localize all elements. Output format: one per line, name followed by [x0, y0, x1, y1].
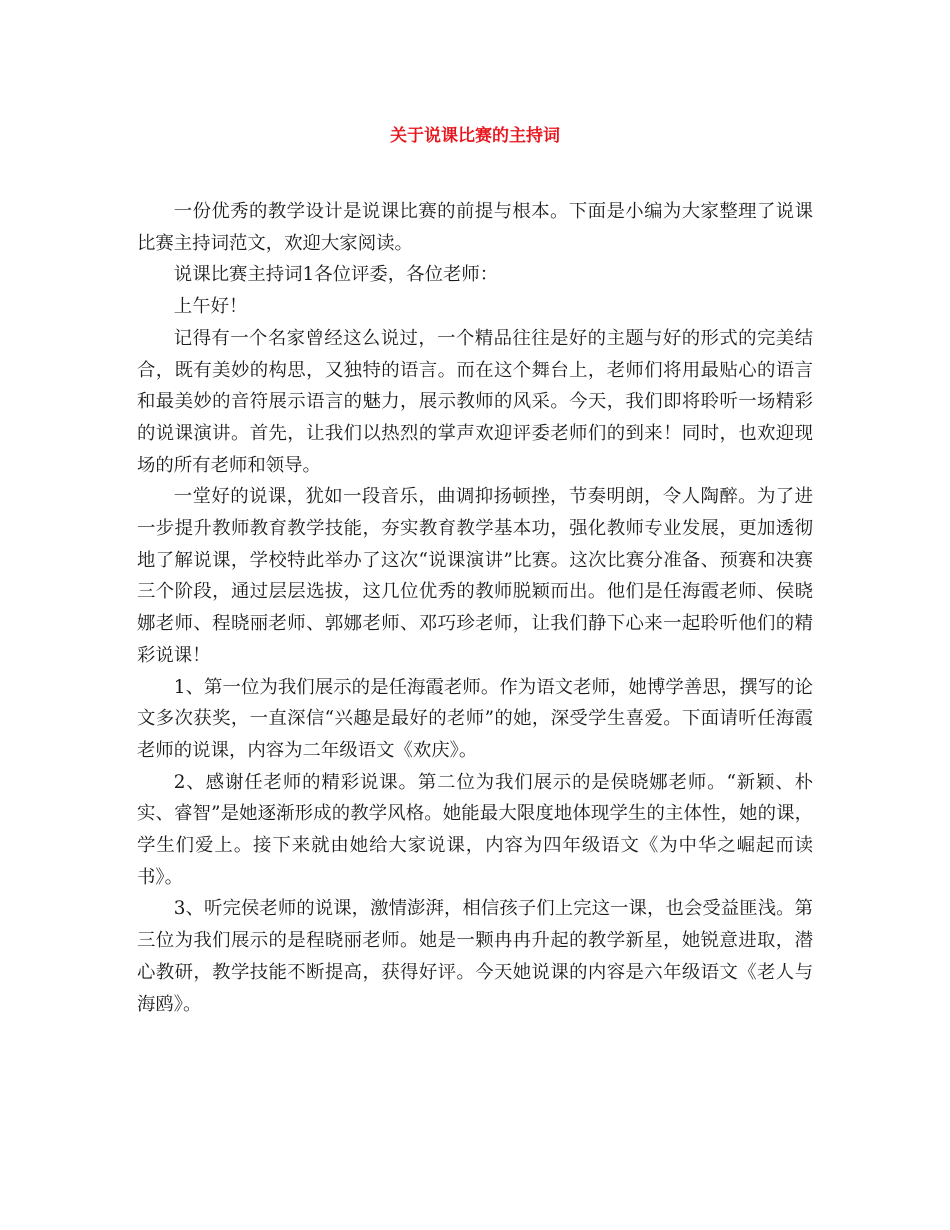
paragraph-speaker-1: 1、第一位为我们展示的是任海霞老师。作为语文老师，她博学善思，撰写的论文多次获奖，一直深信“兴趣是最好的老师”的她，深受学生喜爱。下面请听任海霞老师的说课，内容为二年级语文《欢庆》。 [137, 676, 813, 761]
paragraph-greeting: 上午好！ [173, 296, 248, 318]
paragraph-salutation: 说课比赛主持词1各位评委，各位老师： [173, 264, 499, 286]
paragraph-speaker-3: 3、听完侯老师的说课，激情澎湃，相信孩子们上完这一课，也会受益匪浅。第三位为我们展示的是程晓丽老师。她是一颗冉冉升起的教学新星，她锐意进取，潜心教研，教学技能不断提高，获得好评。今天她说课的内容是六年级语文《老人与海鸥》。 [137, 898, 813, 1015]
paragraph-speaker-2: 2、感谢任老师的精彩说课。第二位为我们展示的是侯晓娜老师。“新颖、朴实、睿智”是她逐渐形成的教学风格。她能最大限度地体现学生的主体性，她的课，学生们爱上。接下来就由她给大家说课，内容为四年级语文《为中华之崛起而读书》。 [137, 771, 813, 888]
document-body [137, 196, 813, 1020]
paragraph-opening: 记得有一个名家曾经这么说过，一个精品往往是好的主题与好的形式的完美结合，既有美妙的构思，又独特的语言。而在这个舞台上，老师们将用最贴心的语言和最美妙的音符展示语言的魅力，展示教师的风采。今天，我们即将聆听一场精彩的说课演讲。首先，让我们以热烈的掌声欢迎评委老师们的到来！同时，也欢迎现场的所有老师和领导。 [137, 327, 813, 476]
paragraph-intro: 一份优秀的教学设计是说课比赛的前提与根本。下面是小编为大家整理了说课比赛主持词范文，欢迎大家阅读。 [137, 201, 813, 254]
document-title: 关于说课比赛的主持词 [390, 126, 560, 146]
paragraph-background: 一堂好的说课，犹如一段音乐，曲调抑扬顿挫，节奏明朗，令人陶醉。为了进一步提升教师教育教学技能，夯实教育教学基本功，强化教师专业发展，更加透彻地了解说课，学校特此举办了这次“说课演讲”比赛。这次比赛分准备、预赛和决赛三个阶段，通过层层选拔，这几位优秀的教师脱颖而出。他们是任海霞老师、侯晓娜老师、程晓丽老师、郭娜老师、邓巧珍老师，让我们静下心来一起聆听他们的精彩说课！ [137, 486, 813, 666]
